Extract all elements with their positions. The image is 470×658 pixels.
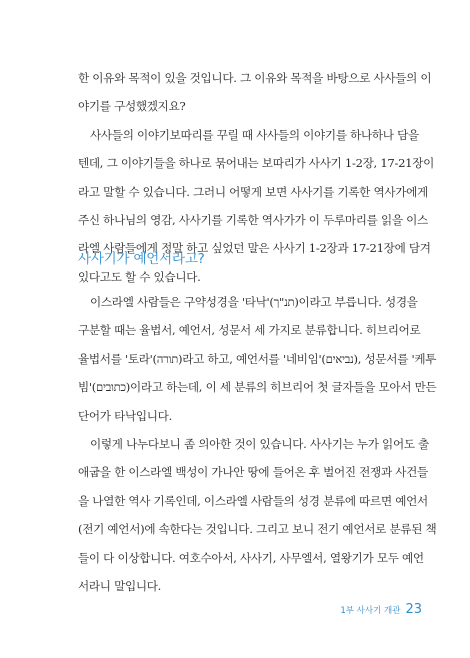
text-line: 이스라엘 사람들은 구약성경을 '타낙'(תנ"ך)이라고 부릅니다. 성경을 <box>90 295 418 309</box>
text-line: 빔'(כתובים)이라고 하는데, 이 세 분류의 히브리어 첫 글자들을 모아서 만든 <box>78 380 437 395</box>
text-line: 구분할 때는 율법서, 예언서, 성문서 세 가지로 분류합니다. 히브리어로 <box>78 323 421 338</box>
text-line: 을 나열한 역사 기록인데, 이스라엘 사람들의 성경 분류에 따르면 예언서 <box>78 493 428 508</box>
page-footer <box>340 602 422 617</box>
text-line: 애굽을 한 이스라엘 백성이 가나안 땅에 들어온 후 벌어진 전쟁과 사건들 <box>78 465 428 480</box>
text-line: 서라니 말입니다. <box>78 579 162 594</box>
text-line: 한 이유와 목적이 있을 것입니다. 그 이유와 목적을 바탕으로 사사들의 이 <box>78 71 432 85</box>
paragraph-block-section <box>78 288 437 600</box>
text-line: (전기 예언서)에 속한다는 것입니다. 그리고 보니 전기 예언서로 분류된 책 <box>78 522 437 537</box>
text-line: 라엘 사람들에게 정말 하고 싶었던 말은 사사기 1-2장과 17-21장에 담겨 <box>78 241 431 256</box>
text-line: 들이 다 이상합니다. 여호수아서, 사사기, 사무엘서, 열왕기가 모두 예언 <box>78 550 424 565</box>
text-line: 텐데, 그 이야기들을 하나로 묶어내는 보따리가 사사기 1-2장, 17-21장이 <box>78 156 435 171</box>
text-line: 사사들의 이야기보따리를 꾸릴 때 사사들의 이야기를 하나하나 담을 <box>90 127 419 142</box>
text-line: 라고 말할 수 있습니다. 그러니 어떻게 보면 사사기를 기록한 역사가에게 <box>78 184 428 199</box>
text-line: 율법서를 '토라'(תורה)라고 하고, 예언서를 '네비임'(נביאים), 성문서를 '케투 <box>78 351 437 366</box>
text-line: 야기를 구성했겠지요? <box>78 99 186 114</box>
text-line: 이렇게 나누다보니 좀 의아한 것이 있습니다. 사사기는 누가 읽어도 출 <box>90 437 430 452</box>
text-line: 주신 하나님의 영감, 사사기를 기록한 역사가가 이 두루마리를 읽을 이스 <box>78 213 428 228</box>
running-head: 1부 사사기 개관 <box>340 606 401 616</box>
text-line: 있다고도 할 수 있습니다. <box>78 269 201 284</box>
section-heading: 사사기가 예언서라고? <box>78 251 205 267</box>
text-line: 단어가 타낙입니다. <box>78 408 172 423</box>
page-number: 23 <box>405 602 422 617</box>
